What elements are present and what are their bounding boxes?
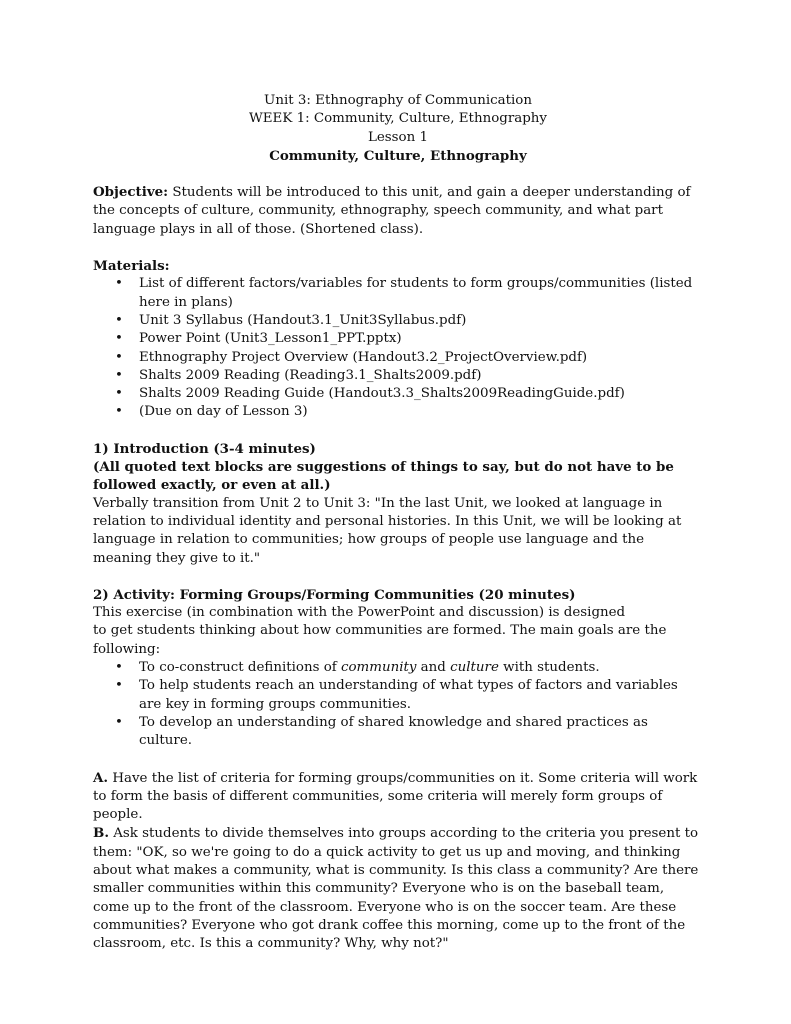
- step-b-text: Ask students to divide themselves into groups according to the criteria you present to them: "OK, so we're going to do a quick activity to get us up and moving, and thinking about what makes a community, what is community. Is this class a community? Are there smaller communities within this community? Everyone who is on the baseball team, come up to the front of the classroom. Everyone who is on the soccer team. Are these communities? Everyone who got drank coffee this morning, come up to the front of the classroom, etc. Is this a community? Why, why not?": [93, 826, 699, 952]
- document-page: [93, 92, 703, 953]
- step-b-paragraph: [93, 824, 703, 953]
- list-item: • To help students reach an understanding of what types of factors and variables are key in forming groups communities.: [93, 677, 703, 714]
- list-item: • List of different factors/variables for students to form groups/communities (listed here in plans): [93, 275, 703, 312]
- section2-intro-line2: to get students thinking about how communities are formed. The main goals are the following:: [93, 623, 667, 657]
- objective-label: Objective:: [93, 184, 169, 201]
- step-a-paragraph: [93, 769, 703, 825]
- goal1-emphasis-culture: culture: [450, 660, 499, 676]
- list-item: • (Due on day of Lesson 3): [93, 403, 703, 421]
- step-a-text: Have the list of criteria for forming groups/communities on it. Some criteria will work to form the basis of different communities, some criteria will merely form groups of people.: [93, 770, 698, 823]
- goals-list: [93, 659, 703, 750]
- document-header: [93, 92, 703, 165]
- goal1-text-mid: and: [416, 660, 451, 676]
- materials-list: [93, 275, 703, 421]
- goal1-text-end: with students.: [498, 660, 600, 676]
- section2-intro-line1: This exercise (in combination with the PowerPoint and discussion) is designed: [93, 605, 626, 621]
- list-item: • Shalts 2009 Reading (Reading3.1_Shalts2009.pdf): [93, 367, 703, 385]
- materials-label: Materials:: [93, 258, 170, 275]
- unit-title: Unit 3: Ethnography of Communication: [264, 93, 532, 108]
- objective-paragraph: [93, 183, 703, 239]
- step-b-label: B.: [93, 825, 109, 842]
- list-item: • Power Point (Unit3_Lesson1_PPT.pptx): [93, 330, 703, 348]
- lesson-title: Community, Culture, Ethnography: [269, 147, 527, 164]
- list-item: • Unit 3 Syllabus (Handout3.1_Unit3Syllabus.pdf): [93, 312, 703, 330]
- section2-heading: 2) Activity: Forming Groups/Forming Communities (20 minutes): [93, 586, 576, 603]
- step-a-label: A.: [93, 769, 109, 786]
- section1-text: Verbally transition from Unit 2 to Unit 3: "In the last Unit, we looked at language in relation to individual identity and personal histories. In this Unit, we will be looking at language in relation to communities; how groups of people use language and the meaning they give to it.": [93, 495, 682, 566]
- goal1-emphasis-community: community: [340, 660, 417, 676]
- list-item: • To develop an understanding of shared knowledge and shared practices as culture.: [93, 714, 703, 751]
- objective-text: Students will be introduced to this unit, and gain a deeper understanding of the concepts of culture, community, ethnography, speech community, and what part language plays in all of those. (Shortened class).: [93, 185, 691, 237]
- list-item: • Ethnography Project Overview (Handout3.2_ProjectOverview.pdf): [93, 349, 703, 367]
- lesson-number: Lesson 1: [367, 129, 429, 145]
- section1-subheading: (All quoted text blocks are suggestions of things to say, but do not have to be followed exactly, or even at all.): [93, 459, 674, 494]
- list-item: [93, 659, 703, 677]
- week-title: WEEK 1: Community, Culture, Ethnography: [249, 111, 547, 127]
- list-item: • Shalts 2009 Reading Guide (Handout3.3_Shalts2009ReadingGuide.pdf): [93, 385, 703, 403]
- section1-heading: 1) Introduction (3-4 minutes): [93, 440, 316, 457]
- goal1-text: To co-construct definitions of: [139, 660, 341, 676]
